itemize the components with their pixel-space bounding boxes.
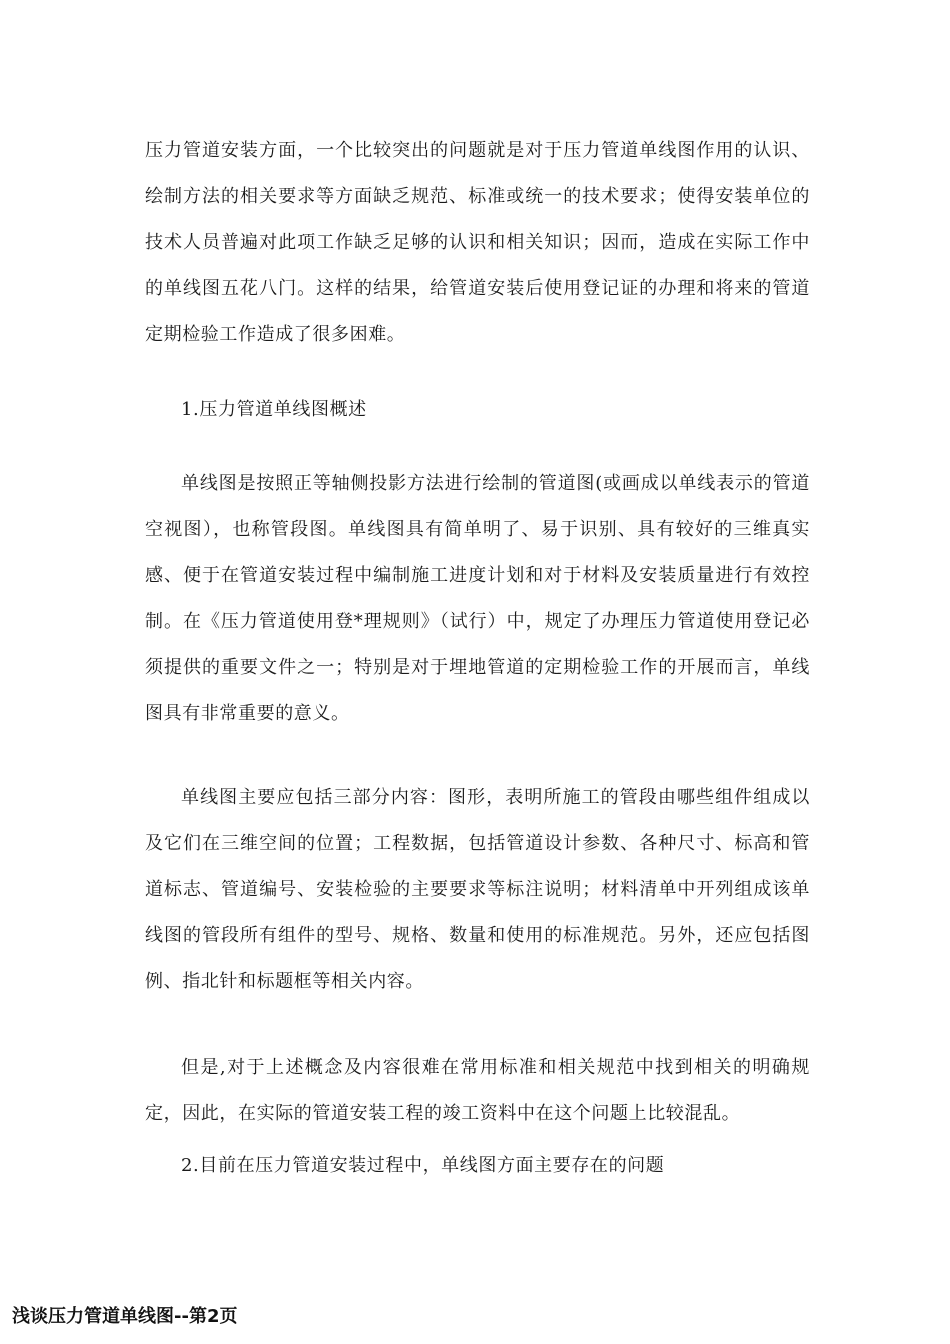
section-heading-overview: 1.压力管道单线图概述 <box>181 399 367 420</box>
section-heading-problems: 2.目前在压力管道安装过程中，单线图方面主要存在的问题 <box>181 1155 665 1176</box>
paragraph-problem-note: 但是,对于上述概念及内容很难在常用标准和相关规范中找到相关的明确规定，因此，在实际的管道安装工程的竣工资料中在这个问题上比较混乱。 <box>145 1057 810 1124</box>
paragraph-contents: 单线图主要应包括三部分内容：图形，表明所施工的管段由哪些组件组成以及它们在三维空间的位置；工程数据，包括管道设计参数、各种尺寸、标高和管道标志、管道编号、安装检验的主要要求等标注说明；材料清单中开列组成该单线图的管段所有组件的型号、规格、数量和使用的标准规范。另外，还应包括图例、指北针和标题框等相关内容。 <box>145 787 810 992</box>
paragraph-definition: 单线图是按照正等轴侧投影方法进行绘制的管道图(或画成以单线表示的管道空视图），也称管段图。单线图具有简单明了、易于识别、具有较好的三维真实感、便于在管道安装过程中编制施工进度计划和对于材料及安装质量进行有效控制。在《压力管道使用登*理规则》（试行）中，规定了办理压力管道使用登记必须提供的重要文件之一；特别是对于埋地管道的定期检验工作的开展而言，单线图具有非常重要的意义。 <box>145 473 810 724</box>
paragraph-intro: 压力管道安装方面，一个比较突出的问题就是对于压力管道单线图作用的认识、绘制方法的相关要求等方面缺乏规范、标准或统一的技术要求；使得安装单位的技术人员普遍对此项工作缺乏足够的认识和相关知识；因而，造成在实际工作中的单线图五花八门。这样的结果，给管道安装后使用登记证的办理和将来的管道定期检验工作造成了很多困难。 <box>145 140 810 345</box>
page-footer: 浅谈压力管道单线图--第2页 <box>12 1306 238 1327</box>
